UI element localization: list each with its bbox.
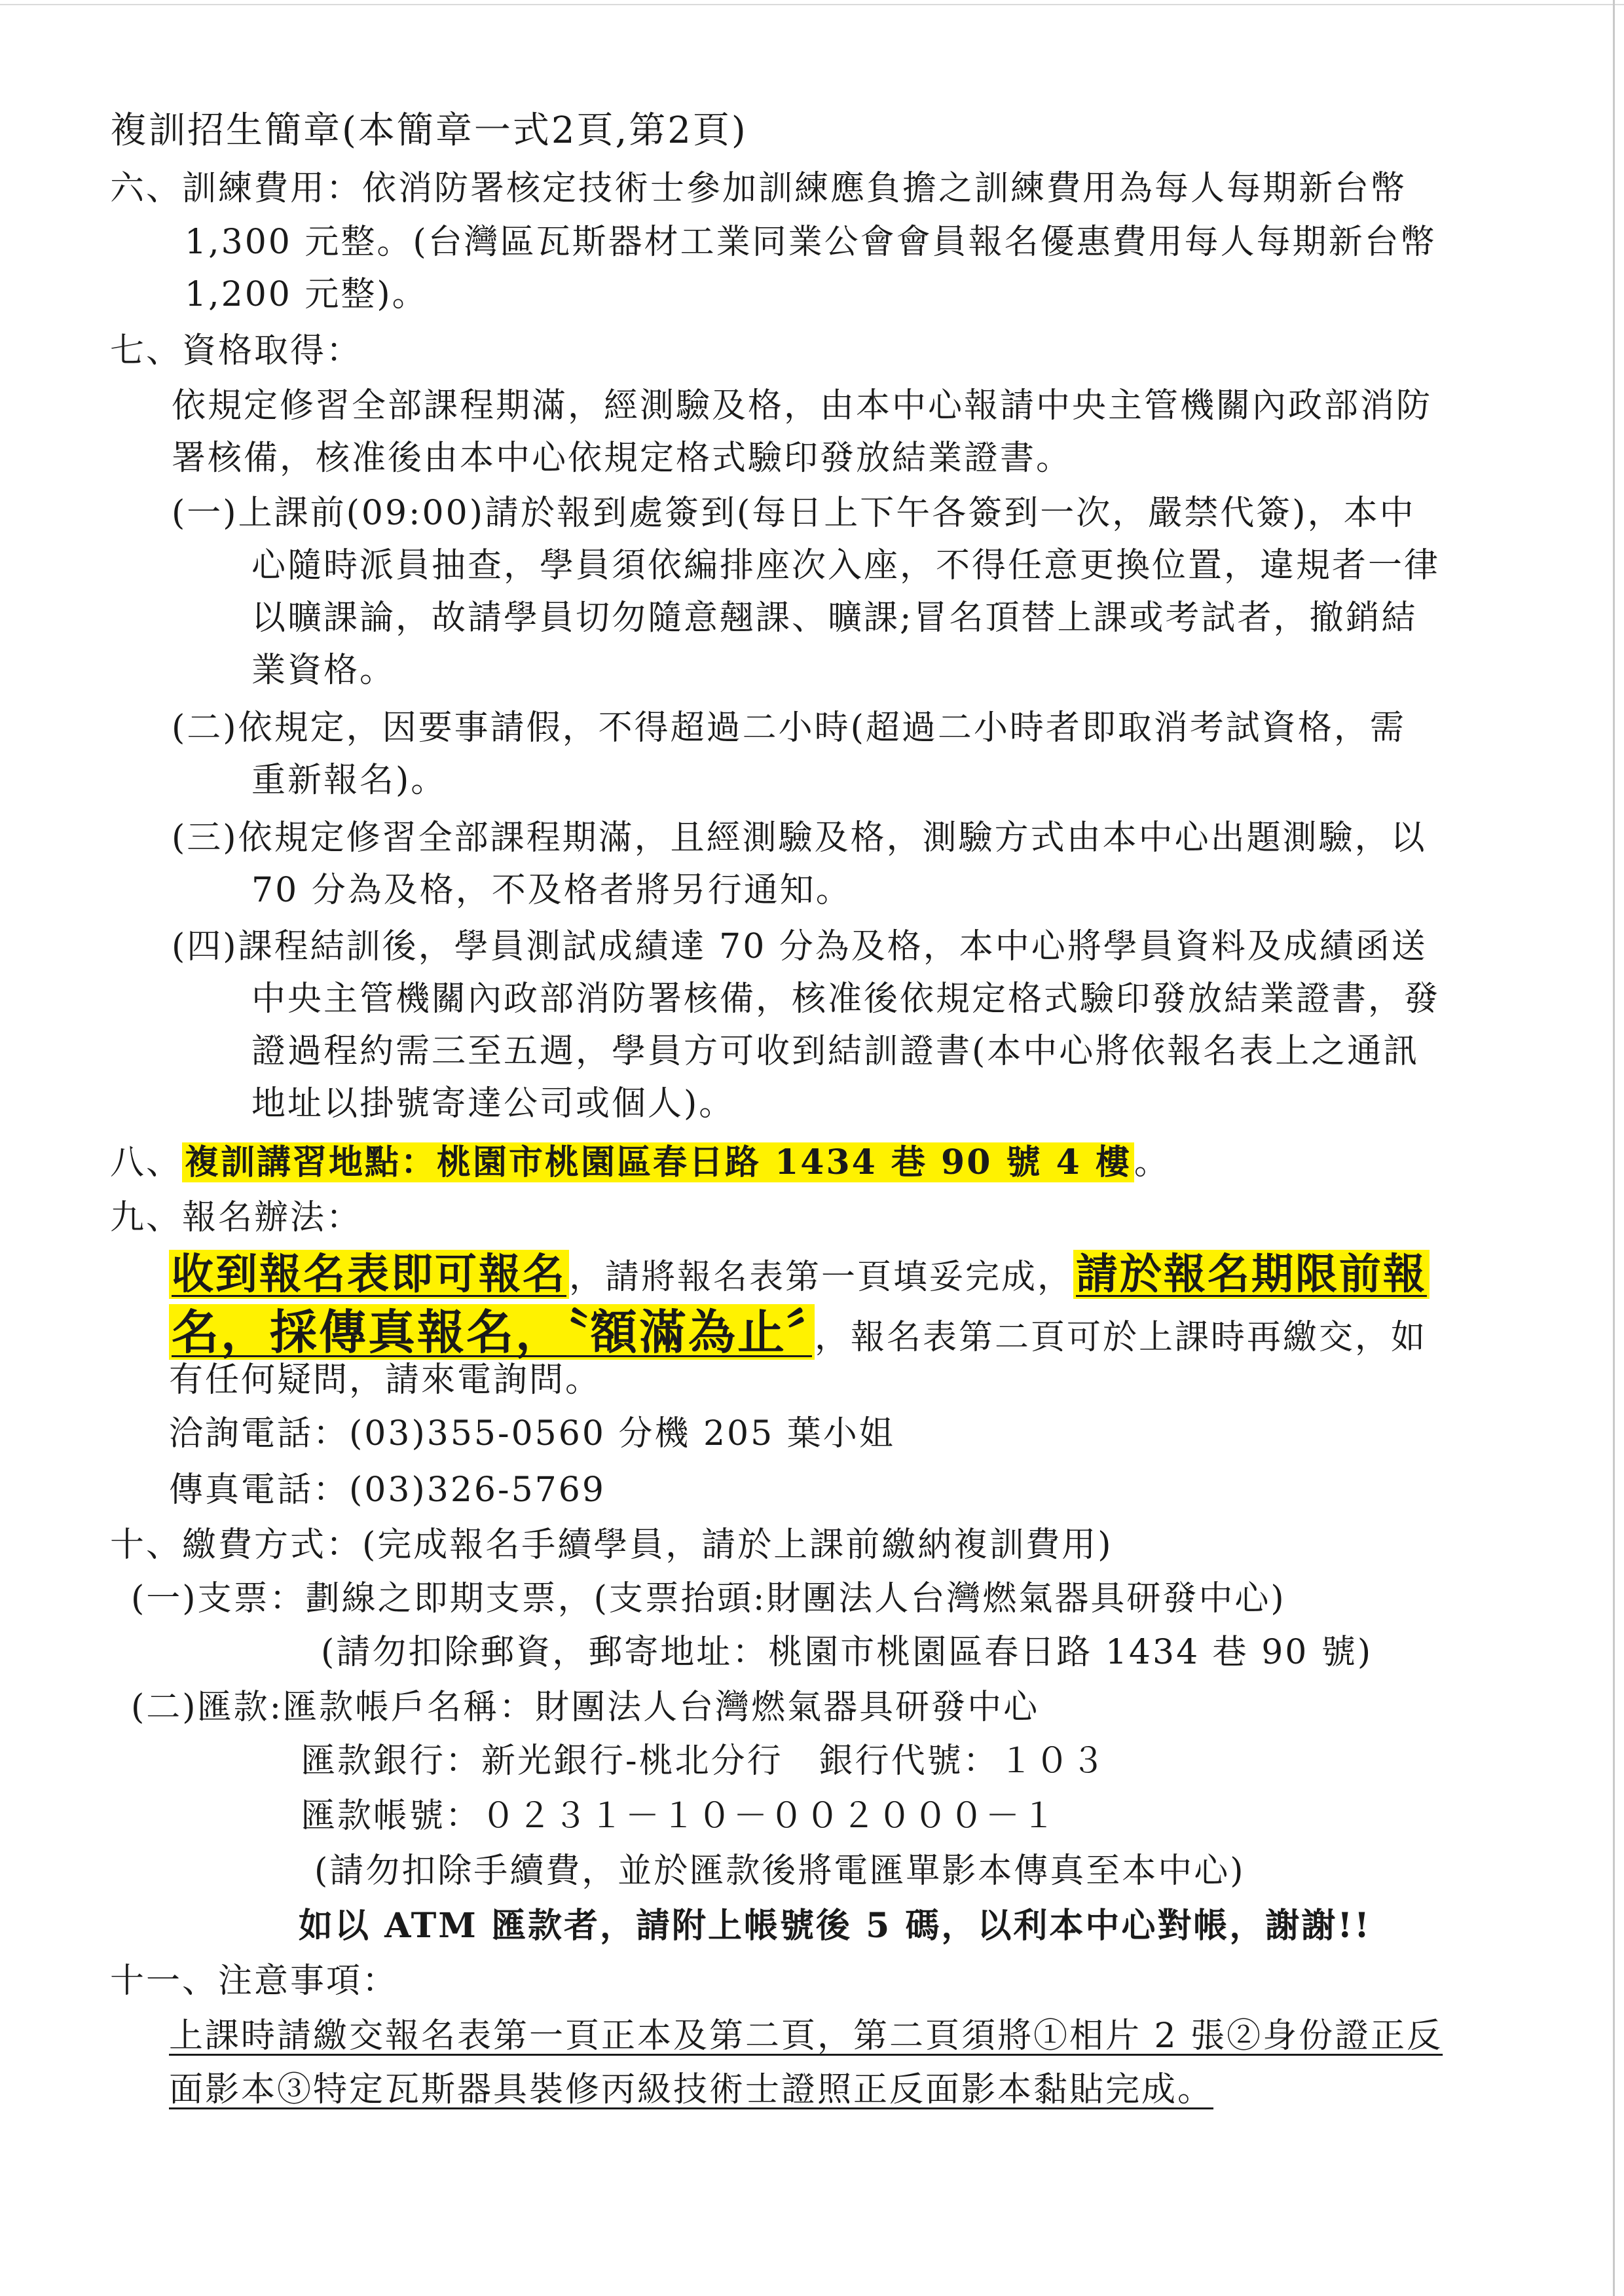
sec7-item3-line1: (三)依規定修習全部課程期滿，且經測驗及格，測驗方式由本中心出題測驗，以 (172, 818, 1427, 858)
sec6-line2: 1,300 元整。(台灣區瓦斯器材工業同業公會會員報名優惠費用每人每期新台幣 (185, 223, 1437, 262)
sec6-line1 (110, 162, 1407, 215)
sec10-remit: (二)匯款:匯款帳戶名稱：財團法人台灣燃氣器具研發中心 (131, 1688, 1040, 1727)
sec7-item2-line1: (二)依規定，因要事請假，不得超過二小時(超過二小時者即取消考試資格，需 (172, 708, 1406, 748)
sec9-fax: 傳真電話：(03)326-5769 (169, 1470, 606, 1510)
sec7-item4-line4: 地址以掛號寄達公司或個人)。 (251, 1084, 735, 1123)
sec7-intro-line2: 署核備，核准後由本中心依規定格式驗印發放結業證書。 (172, 439, 1073, 478)
sec9-line1 (169, 1245, 1430, 1307)
sec7-heading: 七、資格取得： (110, 331, 363, 371)
sec7-item2-line2: 重新報名)。 (251, 761, 447, 800)
sec9-highlight-deadline-b: 名，採傳真報名，〝額滿為止〞 (169, 1304, 815, 1360)
sec7-item3-line2: 70 分為及格，不及格者將另行通知。 (251, 871, 852, 910)
sec6-heading: 六、訓練費用： (110, 169, 363, 208)
sec7-item1-line1: (一)上課前(09:00)請於報到處簽到(每日上下午各簽到一次，嚴禁代簽)，本中 (172, 494, 1416, 533)
sec11-line1: 上課時請繳交報名表第一頁正本及第二頁，第二頁須將①相片 2 張②身份證正反 (169, 2016, 1443, 2056)
sec9-heading: 九、報名辦法： (110, 1198, 363, 1237)
sec6-line3: 1,200 元整)。 (185, 275, 428, 314)
sec7-intro-line1: 依規定修習全部課程期滿，經測驗及格，由本中心報請中央主管機關內政部消防 (172, 386, 1433, 426)
sec10-account: 匯款帳號：０２３１－１０－００２０００－１ (301, 1796, 1058, 1836)
page-title: 複訓招生簡章(本簡章一式2頁,第2頁) (110, 109, 748, 152)
sec9-text1: ，請將報名表第一頁填妥完成， (569, 1258, 1074, 1297)
sec8-location-highlight: 複訓講習地點：桃園市桃園區春日路 1434 巷 90 號 4 樓 (182, 1142, 1134, 1182)
sec9-text2: ，報名表第二頁可於上課時再繳交，如 (815, 1318, 1428, 1357)
sec10-heading: 十、繳費方式：(完成報名手續學員，請於上課前繳納複訓費用) (110, 1525, 1113, 1565)
sec10-bank: 匯款銀行：新光銀行-桃北分行 銀行代號：１０３ (301, 1741, 1107, 1781)
sec9-highlight-receive: 收到報名表即可報名 (169, 1250, 569, 1299)
sec11-heading: 十一、注意事項： (110, 1961, 399, 2001)
sec7-item4-line1: (四)課程結訓後，學員測試成績達 70 分為及格，本中心將學員資料及成績函送 (172, 927, 1428, 966)
sec7-item4-line2: 中央主管機關內政部消防署核備，核准後依規定格式驗印發放結業證書，發 (251, 979, 1441, 1019)
sec11-line2: 面影本③特定瓦斯器具裝修丙級技術士證照正反面影本黏貼完成。 (169, 2070, 1214, 2109)
sec8-line (110, 1137, 1170, 1189)
sec8-heading: 八、 (110, 1143, 183, 1182)
sec7-item1-line3: 以曠課論，故請學員切勿隨意翹課、曠課;冒名頂替上課或考試者，撤銷結 (251, 598, 1418, 638)
sec10-cheque: (一)支票：劃線之即期支票，(支票抬頭:財團法人台灣燃氣器具研發中心) (131, 1579, 1286, 1618)
sec6-text1: 依消防署核定技術士參加訓練應負擔之訓練費用為每人每期新台幣 (362, 169, 1407, 208)
sec7-item1-line2: 心隨時派員抽查，學員須依編排座次入座，不得任意更換位置，違規者一律 (251, 546, 1441, 585)
sec10-atm-note: 如以 ATM 匯款者，請附上帳號後 5 碼，以利本中心對帳，謝謝!! (299, 1906, 1372, 1946)
sec10-cheque-note: (請勿扣除郵資，郵寄地址：桃園市桃園區春日路 1434 巷 90 號) (321, 1633, 1373, 1672)
sec9-line3: 有任何疑問，請來電詢問。 (169, 1360, 602, 1400)
sec8-end: 。 (1134, 1143, 1170, 1182)
sec7-item4-line3: 證過程約需三至五週，學員方可收到結訓證書(本中心將依報名表上之通訊 (251, 1032, 1420, 1071)
sec10-remit-note: (請勿扣除手續費，並於匯款後將電匯單影本傳真至本中心) (314, 1851, 1246, 1891)
sec7-item1-line4: 業資格。 (251, 651, 396, 690)
sec9-highlight-deadline-a: 請於報名期限前報 (1073, 1250, 1430, 1299)
sec9-phone: 洽詢電話：(03)355-0560 分機 205 葉小姐 (169, 1414, 895, 1453)
